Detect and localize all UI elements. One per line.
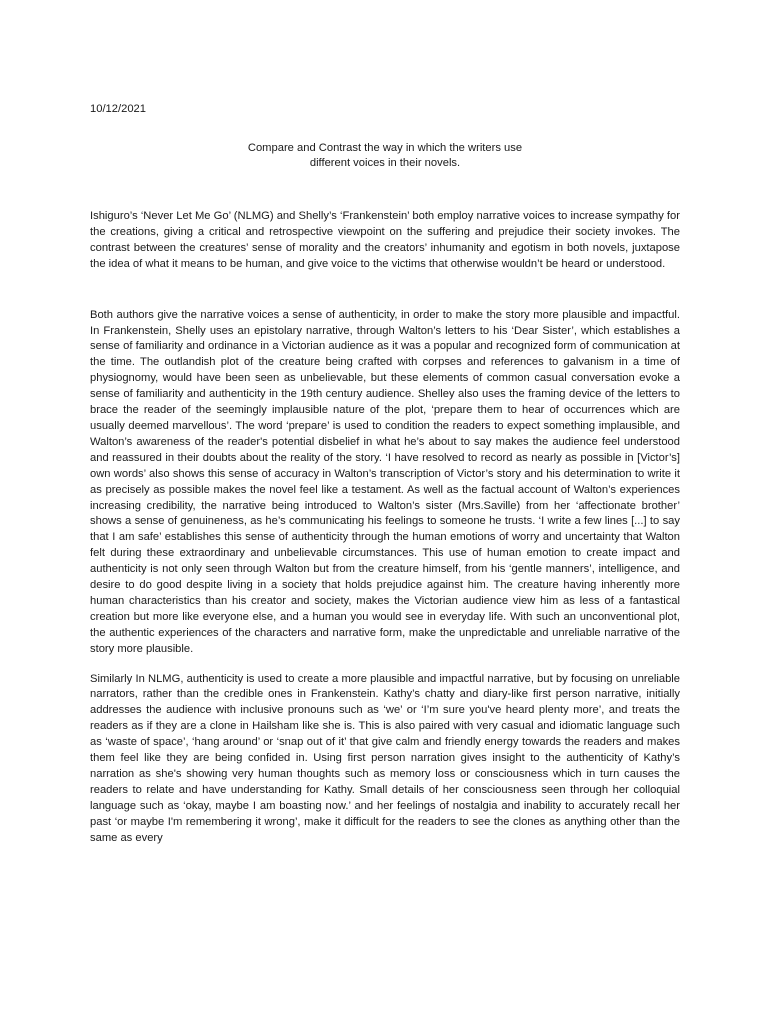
essay-title-line-2: different voices in their novels. [309, 157, 461, 169]
paragraph-frankenstein-authenticity: Both authors give the narrative voices a sense of authenticity, in order to make the story more plausible and impactful. In Frankenstein, Shelly uses an epistolary narrative, through Walton’s letters to his ‘Dear Sister’, which establishes a sense of familiarity and ordinance in a Victorian audience as it was a popular and recognized form of communication at the time. The outlandish plot of the creature being crafted with corpses and references to galvanism in a time of physiognomy, would have been seen as unbelievable, but these elements of common casual conversation evoke a sense of familiarity and authenticity in the 19th century audience. Shelley also uses the framing device of the letters to brace the reader of the seemingly implausible nature of the plot, ‘prepare them to hear of occurrences which are usually deemed marvellous’. The word ‘prepare’ is used to condition the readers to expect something implausible, and Walton’s awareness of the reader's potential disbelief in what he’s about to say makes the audience feel understood and reassured in their doubts about the reality of the story. ‘I have resolved to record as nearly as possible in [Victor’s] own words’ also shows this sense of accuracy in Walton’s transcription of Victor’s story and his determination to write it as precisely as possible makes the novel feel like a testament. As well as the factual account of Walton’s experiences increasing credibility, the narrative being introduced to Walton’s sister (Mrs.Saville) from her ‘affectionate brother’ shows a sense of genuineness, as he’s communicating his feelings to someone he trusts. ‘I write a few lines [...] to say that I am safe’ establishes this sense of authenticity through the human emotions of worry and uncertainty that Walton felt during these extraordinary and unbelievable circumstances. This use of human emotion to create impact and authenticity is not only seen through Walton but from the creature himself, from his ‘gentle manners’, intelligence, and desire to do good despite living in a society that holds prejudice against him. The creature having inherently more human characteristics than his creator and society, makes the Victorian audience view him as less of a fantastical creation but more like everyone else, and a human you would see in everyday life. With such an unconventional plot, the authentic experiences of the characters and narrative form, make the unpredictable and unreliable narrative of the story more plausible. [90, 308, 680, 655]
paragraph-nlmg-authenticity: Similarly In NLMG, authenticity is used to create a more plausible and impactful narrative, but by focusing on unreliable narrators, rather than the credible ones in Frankenstein. Kathy’s chatty and diary-like first person narrative, initially addresses the audience with inclusive pronouns such as ‘we’ or ‘I’m sure you've heard plenty more’, and treats the readers as if they are a clone in Hailsham like she is. This is also paired with very casual and idiomatic language such as ‘waste of space’, ‘hang around’ or ‘snap out of it’ that give calm and friendly energy towards the readers and makes them feel like they are being confided in. Using first person narration gives insight to the authenticity of Kathy’s narration as she's showing very human thoughts such as memory loss or consciousness which in turn causes the readers to relate and have understanding for Kathy. Small details of her consciousness seen through her colloquial language such as ‘okay, maybe I am boasting now.’ and her feelings of nostalgia and inability to accurately recall her past ‘or maybe I'm remembering it wrong’, make it difficult for the readers to see the clones as anything other than the same as every [90, 672, 680, 844]
essay-title [90, 141, 680, 171]
paragraph-introduction: Ishiguro’s ‘Never Let Me Go’ (NLMG) and Shelly’s ‘Frankenstein’ both employ narrative voices to increase sympathy for the creations, giving a critical and retrospective viewpoint on the suffering and prejudice their society invokes. The contrast between the creatures’ sense of morality and the creators’ inhumanity and egotism in both novels, juxtapose the idea of what it means to be human, and give voice to the victims that otherwise wouldn’t be heard or understood. [90, 210, 680, 270]
essay-title-line-1: Compare and Contrast the way in which the writers use [247, 142, 523, 154]
document-date: 10/12/2021 [90, 103, 146, 115]
